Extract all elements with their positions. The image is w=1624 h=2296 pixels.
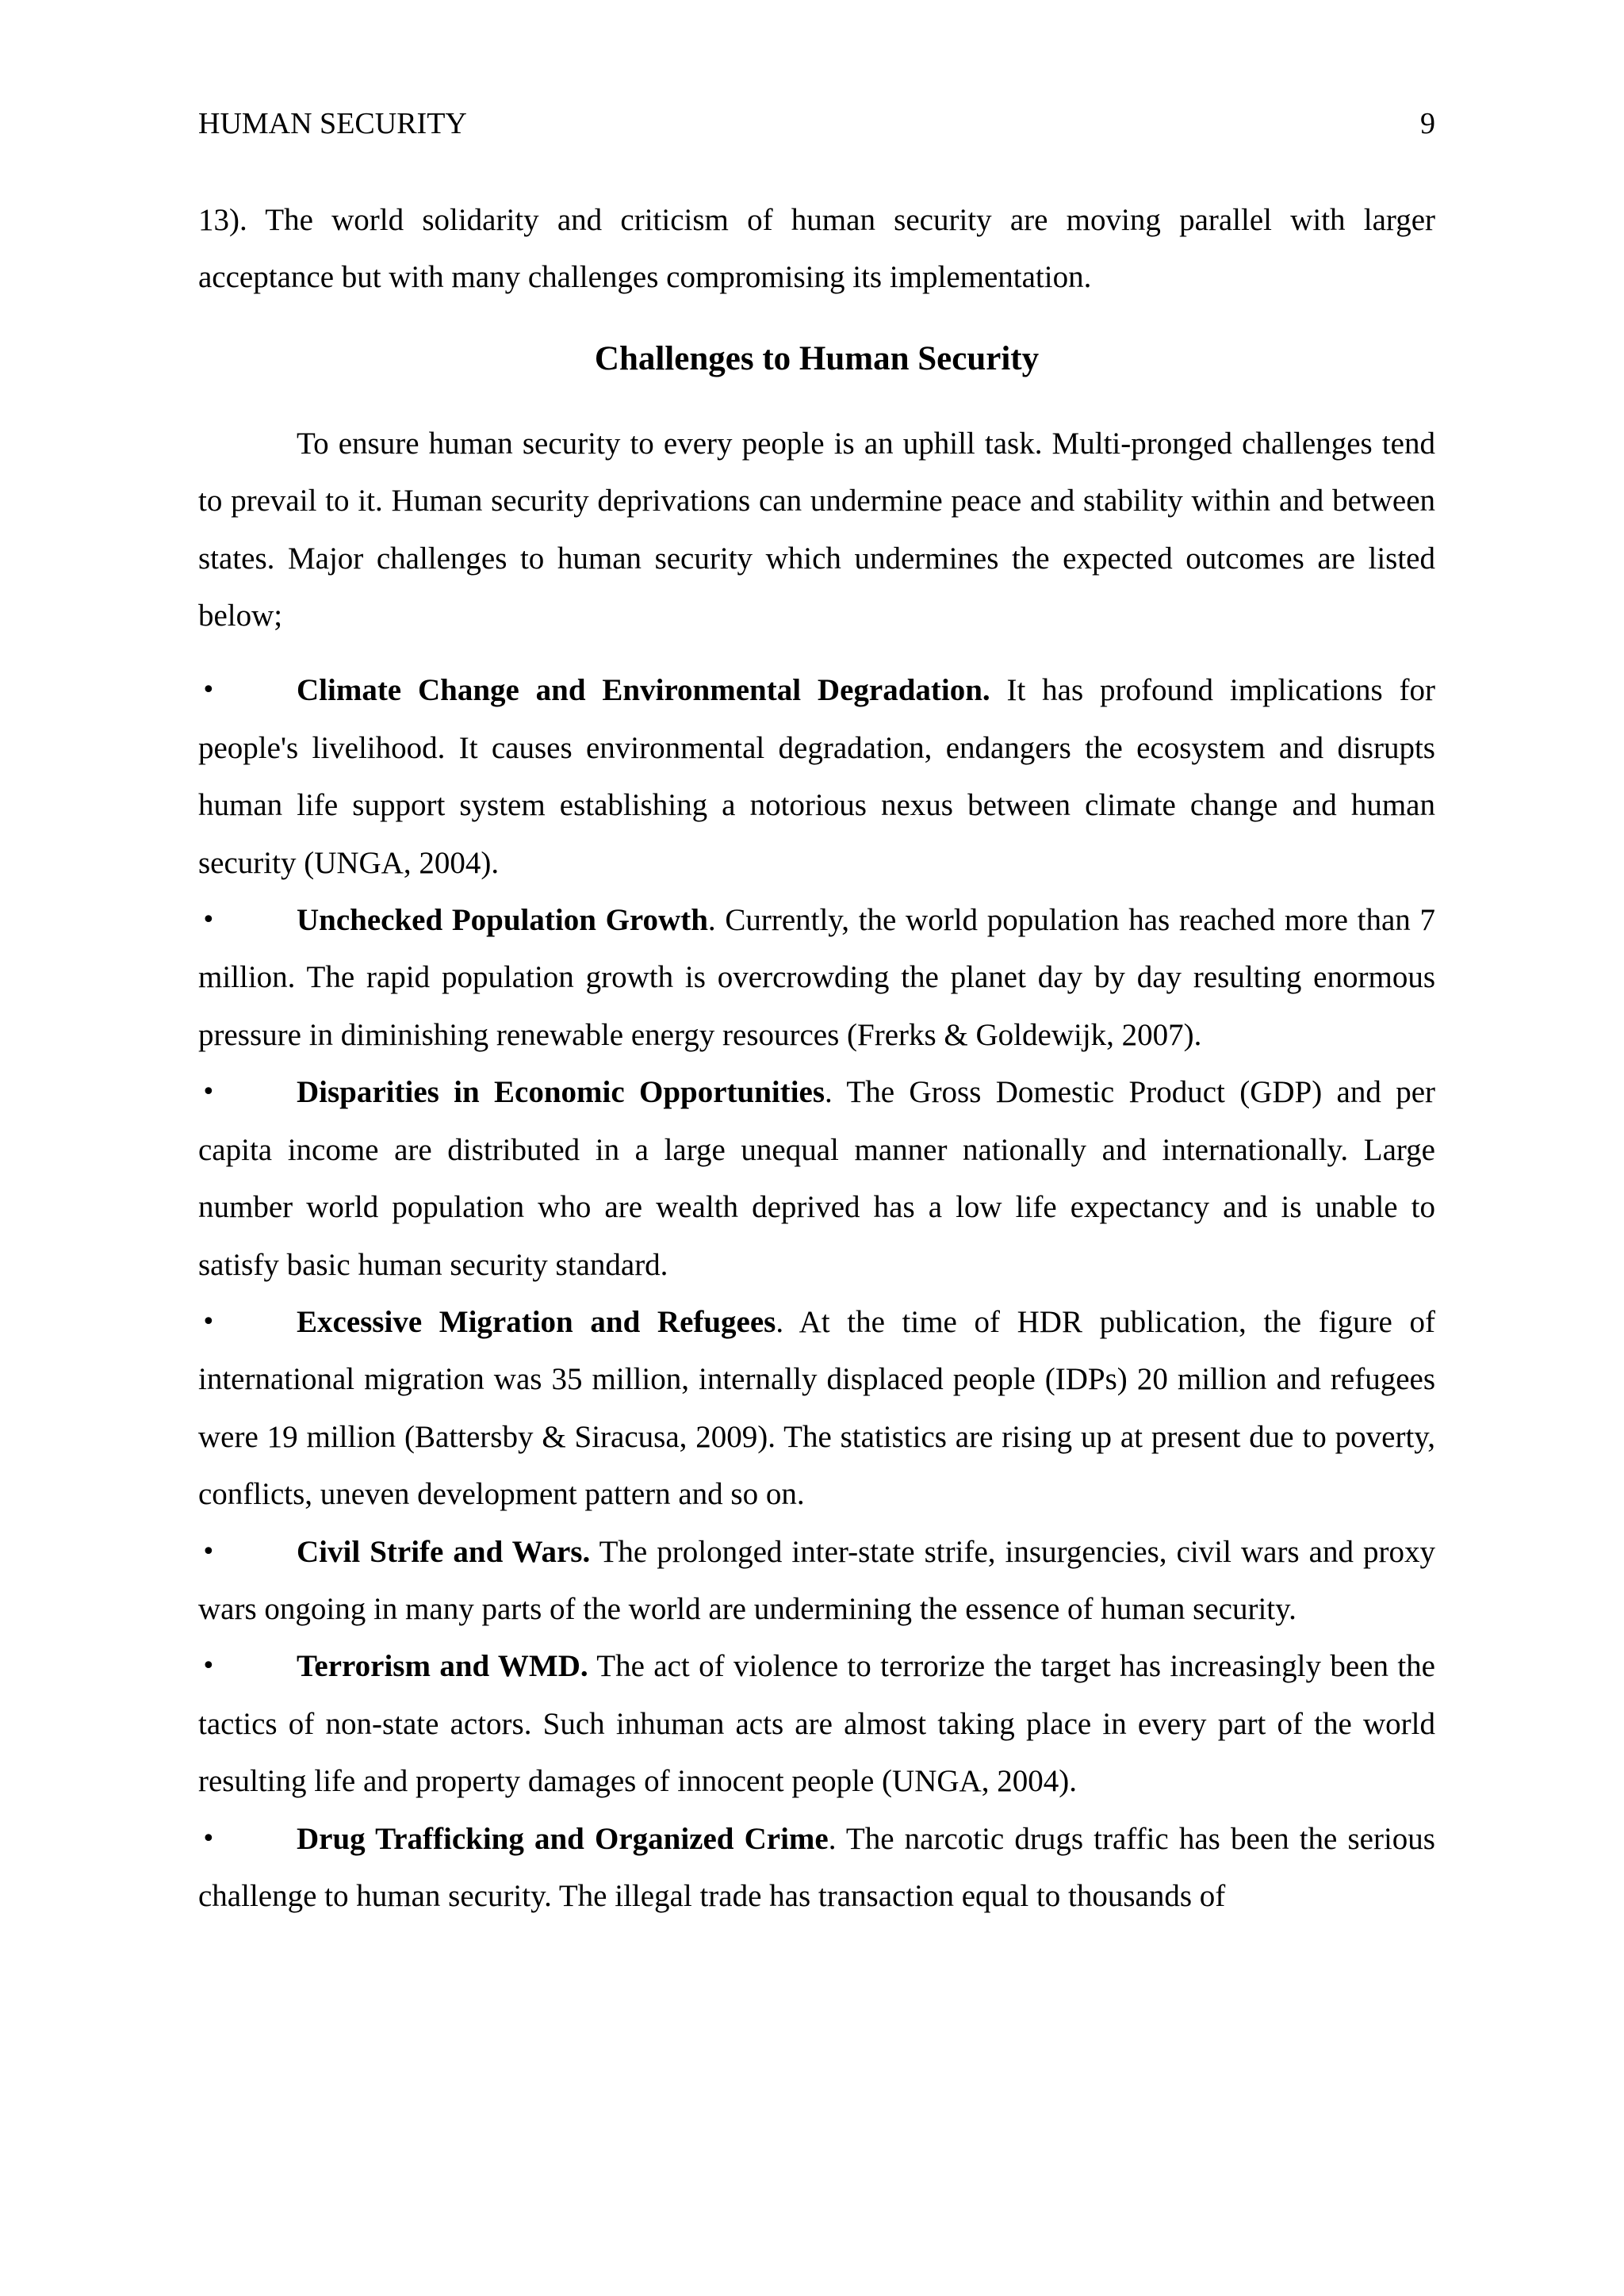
challenge-body: . The narcotic drugs traffic has been the serious challenge to human security. The illegal trade has transaction equal to thousands of (198, 1821, 1435, 1913)
challenge-body: The act of violence to terrorize the target has increasingly been the tactics of non-state actors. Such inhuman acts are almost taking place in every part of the world resulting life and property damages of innocent people (UNGA, 2004). (198, 1649, 1435, 1799)
challenge-title: Drug Trafficking and Organized Crime (297, 1821, 829, 1856)
challenge-list (198, 662, 1435, 1925)
section-paragraph: To ensure human security to every people is an uphill task. Multi-pronged challenges tend to prevail to it. Human security deprivations can undermine peace and stability within and between states. Major challenges to human security which undermines the expected outcomes are listed below; (198, 426, 1435, 633)
list-item (198, 1064, 1435, 1294)
list-item (198, 662, 1435, 892)
challenge-title: Unchecked Population Growth (297, 903, 708, 938)
challenge-body: The prolonged inter-state strife, insurgencies, civil wars and proxy wars ongoing in many parts of the world are undermining the essence of human security. (198, 1534, 1436, 1626)
challenge-title: Excessive Migration and Refugees (297, 1304, 776, 1339)
challenge-title: Civil Strife and Wars. (297, 1534, 591, 1569)
list-item (198, 1811, 1435, 1926)
bullet-icon: • (201, 906, 216, 935)
challenge-title: Terrorism and WMD. (297, 1649, 588, 1684)
bullet-icon: • (201, 1537, 216, 1566)
running-head-title: HUMAN SECURITY (198, 107, 467, 140)
list-item (198, 1638, 1435, 1810)
running-head (198, 104, 1435, 144)
bullet-icon: • (201, 1078, 216, 1107)
challenge-title: Climate Change and Environmental Degradation. (297, 673, 990, 708)
list-item (198, 892, 1435, 1064)
challenge-body: . At the time of HDR publication, the figure of international migration was 35 million, internally displaced people (IDPs) 20 million and refugees were 19 million (Battersby & Siracusa, 2009). The statistics are rising up at present due to poverty, conflicts, uneven development pattern and so on. (198, 1304, 1435, 1512)
bullet-icon: • (201, 1824, 216, 1853)
page-number: 9 (1420, 107, 1435, 140)
intro-paragraph: 13). The world solidarity and criticism of human security are moving parallel with larger acceptance but with many challenges compromising its implementation. (198, 203, 1435, 295)
challenge-body: It has profound implications for people's livelihood. It causes environmental degradation, endangers the ecosystem and disrupts human life support system establishing a notorious nexus between climate change and human security (UNGA, 2004). (198, 673, 1435, 880)
body-text (198, 192, 1435, 1925)
bullet-icon: • (201, 1652, 216, 1681)
challenge-body: . Currently, the world population has reached more than 7 million. The rapid population growth is overcrowding the planet day by day resulting enormous pressure in diminishing renewable energy resources (Frerks & Goldewijk, 2007). (198, 903, 1435, 1052)
list-item (198, 1524, 1435, 1639)
challenge-title: Disparities in Economic Opportunities (297, 1075, 825, 1110)
bullet-icon: • (201, 1307, 216, 1336)
bullet-icon: • (201, 676, 216, 705)
challenge-body: . The Gross Domestic Product (GDP) and per capita income are distributed in a large unequal manner nationally and internationally. Large number world population who are wealth deprived has a low life expectancy and is unable to satisfy basic human security standard. (198, 1075, 1435, 1282)
section-heading: Challenges to Human Security (594, 339, 1040, 377)
list-item (198, 1294, 1435, 1524)
